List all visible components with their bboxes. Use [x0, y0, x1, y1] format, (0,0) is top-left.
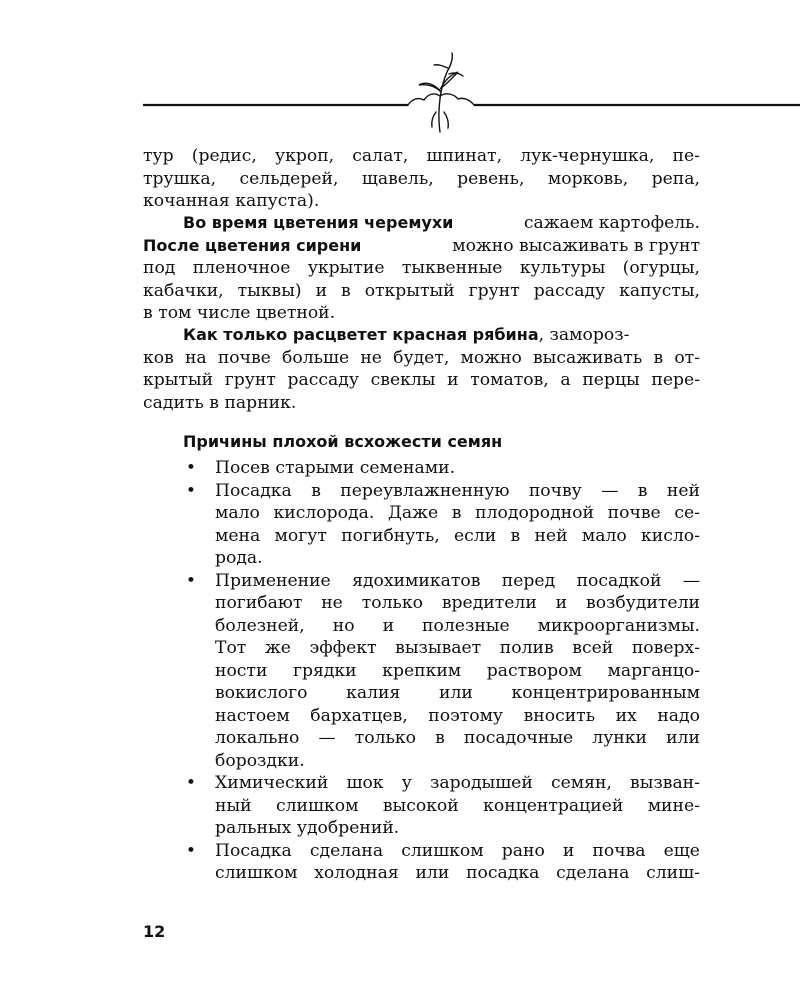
bold-phrase: Во время цветения черемухи	[183, 213, 454, 232]
text-line: Посадка в переувлажненную почву — в ней	[215, 480, 700, 501]
text-line: ности грядки крепким раствором марганцо-	[215, 660, 700, 681]
text-line: ный слишком высокой концентрацией мине-	[215, 795, 700, 816]
bold-phrase: После цветения сирени	[143, 235, 362, 255]
text-line: Химический шок у зародышей семян, вызван-	[215, 773, 700, 793]
text-line: Посев старыми семенами.	[215, 458, 456, 478]
paragraph-blooming	[143, 212, 700, 325]
text-line: тур (редис, укроп, салат, шпинат, лук-чернушка, пе-	[143, 146, 700, 166]
text-line: Как только расцветет красная рябина, замороз-	[183, 325, 630, 345]
bullet-icon: •	[185, 773, 197, 793]
bullet-list	[183, 457, 700, 885]
list-item	[183, 457, 700, 480]
text-line: ральных удобрений.	[215, 818, 400, 838]
text-line: вокислого калия или концентрированным	[215, 683, 700, 703]
text-line: мена могут погибнуть, если в ней мало кисло-	[215, 525, 700, 546]
paragraph-rowan	[143, 324, 700, 414]
header-rule-with-sprout	[0, 0, 800, 140]
text-line: погибают не только вредители и возбудители	[215, 593, 700, 613]
list-item	[183, 480, 700, 570]
bullet-icon: •	[185, 480, 197, 501]
text-line: трушка, сельдерей, щавель, ревень, морковь, репа,	[143, 168, 700, 189]
list-item	[183, 772, 700, 840]
text-line: кабачки, тыквы) и в открытый грунт рассаду капусты,	[143, 280, 700, 301]
sprout-icon	[408, 53, 474, 132]
text-line: бороздки.	[215, 750, 305, 771]
text-line: под пленочное укрытие тыквенные культуры (огурцы,	[143, 258, 700, 278]
text-line: в том числе цветной.	[143, 303, 336, 323]
bullet-icon: •	[185, 458, 197, 478]
bold-phrase: Как только расцветет красная рябина	[183, 325, 539, 344]
text-line: После цветения сирени можно высаживать в грунт	[143, 235, 700, 256]
text-line: ков на почве больше не будет, можно высаживать в от-	[143, 347, 700, 368]
text-line: рода.	[215, 548, 263, 568]
text-line: Посадка сделана слишком рано и почва еще	[215, 840, 700, 861]
page-number: 12	[143, 922, 166, 941]
text-line: Тот же эффект вызывает полив всей поверх-	[215, 638, 700, 658]
intro-paragraph	[143, 145, 700, 213]
text-line: кочанная капуста).	[143, 191, 320, 211]
text-line: Во время цветения черемухи сажаем картофель.	[183, 213, 700, 233]
list-item	[183, 840, 700, 885]
text-line: садить в парник.	[143, 392, 297, 413]
list-item	[183, 570, 700, 773]
section-title: Причины плохой всхожести семян	[183, 432, 503, 451]
text-line: мало кислорода. Даже в плодородной почве се-	[215, 503, 700, 523]
text-line: болезней, но и полезные микроорганизмы.	[215, 615, 700, 636]
bullet-icon: •	[185, 570, 197, 591]
text-line: крытый грунт рассаду свеклы и томатов, а перцы пере-	[143, 370, 700, 390]
text-line: слишком холодная или посадка сделана слиш-	[215, 863, 700, 883]
bullet-icon: •	[185, 840, 197, 861]
text-line: Применение ядохимикатов перед посадкой —	[215, 570, 700, 591]
text-line: локально — только в посадочные лунки или	[215, 728, 700, 748]
text-line: настоем бархатцев, поэтому вносить их надо	[215, 705, 700, 726]
